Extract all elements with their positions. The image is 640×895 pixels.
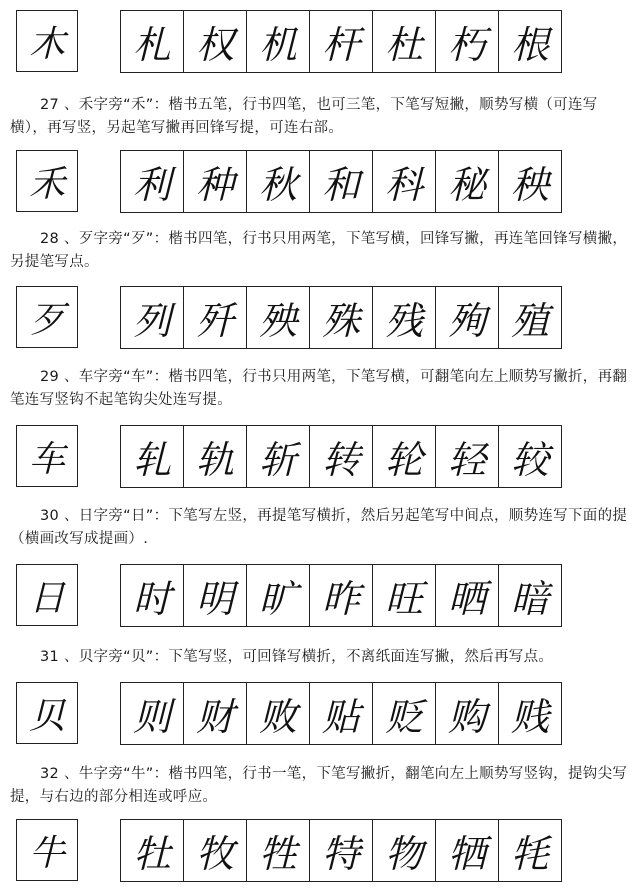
character-cell: 旺 — [373, 565, 436, 626]
character-cell: 科 — [373, 151, 436, 212]
radical-row-niu — [0, 819, 640, 885]
character-cell: 利 — [121, 151, 184, 212]
character-cell: 牦 — [510, 832, 549, 876]
character-cell: 购 — [436, 683, 499, 744]
character-cell: 歼 — [184, 287, 247, 348]
character-cell: 秧 — [510, 163, 549, 207]
character-cell: 物 — [373, 820, 436, 881]
character-cell: 旷 — [247, 565, 310, 626]
radical-row-che — [0, 425, 640, 491]
character-cell: 牺 — [436, 820, 499, 881]
character-cell: 贬 — [373, 683, 436, 744]
character-cell: 殖 — [510, 299, 549, 343]
character-cell: 秘 — [436, 151, 499, 212]
section-description — [10, 763, 630, 809]
section-description — [10, 94, 630, 140]
character-cell: 牲 — [247, 820, 310, 881]
radical-box: 木 — [16, 10, 78, 72]
character-cell: 牧 — [184, 820, 247, 881]
character-cell: 则 — [121, 683, 184, 744]
character-cell: 殃 — [247, 287, 310, 348]
character-cell: 贴 — [310, 683, 373, 744]
character-cell: 残 — [373, 287, 436, 348]
radical-row-ri — [0, 564, 640, 630]
radical-box: 歹 — [16, 286, 78, 348]
character-cell: 贱 — [510, 695, 549, 739]
radical-box: 日 — [16, 564, 78, 626]
character-cell: 根 — [510, 23, 549, 67]
character-cell: 殊 — [310, 287, 373, 348]
character-strip — [120, 819, 562, 882]
character-cell: 暗 — [510, 577, 549, 621]
character-cell: 明 — [184, 565, 247, 626]
character-cell: 牡 — [121, 820, 184, 881]
radical-row-bei — [0, 682, 640, 748]
radical-box: 禾 — [16, 150, 78, 212]
character-cell: 杆 — [310, 11, 373, 72]
section-description — [10, 646, 630, 669]
character-strip — [120, 564, 562, 627]
description-text: 31 、贝字旁“贝”：下笔写竖，可回锋写横折，不离纸面连写撇，然后再写点。 — [40, 649, 554, 665]
character-cell: 斩 — [247, 426, 310, 487]
character-cell: 和 — [310, 151, 373, 212]
character-cell: 轧 — [121, 426, 184, 487]
character-cell: 列 — [121, 287, 184, 348]
character-cell: 札 — [121, 11, 184, 72]
description-text: 27 、禾字旁“禾”：楷书五笔，行书四笔，也可三笔，下笔写短撇，顺势写横（可连写横），再写竖，另起笔写撇再回锋写提，可连右部。 — [10, 97, 598, 136]
character-cell: 财 — [184, 683, 247, 744]
section-description — [10, 505, 630, 551]
character-cell: 较 — [510, 438, 549, 482]
radical-row-he — [0, 150, 640, 216]
radical-box: 贝 — [16, 682, 78, 744]
description-text: 29 、车字旁“车”：楷书四笔，行书只用两笔，下笔写横，可翻笔向左上顺势写撇折，再翻笔连写竖钩不起笔钩尖处连写提。 — [10, 369, 628, 408]
character-cell: 特 — [310, 820, 373, 881]
character-cell: 轨 — [184, 426, 247, 487]
character-strip — [120, 10, 562, 73]
character-cell: 权 — [184, 11, 247, 72]
character-cell: 转 — [310, 426, 373, 487]
character-cell: 杜 — [373, 11, 436, 72]
character-cell: 轻 — [436, 426, 499, 487]
radical-box: 牛 — [16, 819, 78, 881]
character-cell: 殉 — [436, 287, 499, 348]
section-description — [10, 228, 630, 274]
character-cell: 朽 — [436, 11, 499, 72]
character-cell: 机 — [247, 11, 310, 72]
section-description — [10, 366, 630, 412]
character-strip — [120, 286, 562, 349]
character-cell: 时 — [121, 565, 184, 626]
character-strip — [120, 682, 562, 745]
character-strip — [120, 425, 562, 488]
character-strip — [120, 150, 562, 213]
character-cell: 种 — [184, 151, 247, 212]
radical-row-mu — [0, 10, 640, 76]
character-cell: 秋 — [247, 151, 310, 212]
description-text: 32 、牛字旁“牛”：楷书四笔，行书一笔，下笔写撇折，翻笔向左上顺势写竖钩，提钩尖写提，与右边的部分相连或呼应。 — [10, 766, 628, 805]
description-text: 30 、日字旁“日”：下笔写左竖，再提笔写横折，然后另起笔写中间点，顺势连写下面的提（横画改写成提画）. — [10, 508, 628, 547]
character-cell: 轮 — [373, 426, 436, 487]
radical-row-dai — [0, 286, 640, 352]
description-text: 28 、歹字旁“歹”：楷书四笔，行书只用两笔，下笔写横，回锋写撇，再连笔回锋写横撇，另提笔写点。 — [10, 231, 628, 270]
radical-box: 车 — [16, 425, 78, 487]
character-cell: 昨 — [310, 565, 373, 626]
character-cell: 败 — [247, 683, 310, 744]
character-cell: 晒 — [436, 565, 499, 626]
